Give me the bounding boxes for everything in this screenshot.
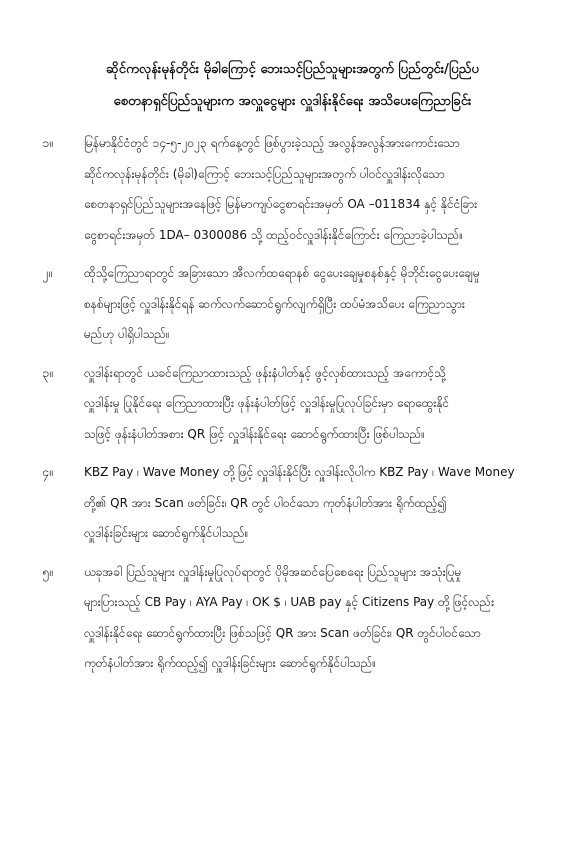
paragraph-number: ၁။ xyxy=(42,135,53,150)
paragraph-line: ယခုအခါ ပြည်သူများ လှူဒါန်းမှုပြုလုပ်ရာတွင် ပိုမိုအဆင်ပြေစေရေး ပြည်သူများ အသုံးပြုမှု xyxy=(84,564,462,579)
paragraph-line: လှူဒါန်းမှု ပြုနိုင်ရေး ကြေညာထားပြီး ဖုန်းနံပါတ်ဖြင့် လှူဒါန်းမှုပြုလုပ်ခြင်းမှာ ရောထွေးနိုင် xyxy=(84,396,450,410)
paragraph-line: တို့၏ QR အား Scan ဖတ်ခြင်း၊ QR တွင် ပါဝင်သော ကုတ်နံပါတ်အား ရိုက်ထည့်၍ xyxy=(84,495,447,510)
paragraph-line: များပြားသည့် CB Pay ၊ AYA Pay ၊ OK $ ၊ UAB pay နှင့် Citizens Pay တို့ဖြင့်လည်း xyxy=(84,595,495,609)
paragraph-body xyxy=(84,258,545,350)
paragraph-4 xyxy=(40,457,545,549)
paragraph-body xyxy=(84,128,545,250)
paragraph-line: လှူဒါန်းနိုင်ရေး ဆောင်ရွက်ထားပြီး ဖြစ်သဖြင့် QR အား Scan ဖတ်ခြင်း၊ QR တွင်ပါဝင်သော xyxy=(84,625,481,640)
paragraph-line: ကုတ်နံပါတ်အား ရိုက်ထည့်၍ လှူဒါန်းခြင်းများ ဆောင်ရွက်နိုင်ပါသည်။ xyxy=(84,656,377,670)
paragraph-line: စနစ်များဖြင့် လှူဒါန်းနိုင်ရန် ဆက်လက်ဆောင်ရွက်လျက်ရှိပြီး ထပ်မံအသိပေး ကြေညာသွား xyxy=(84,296,465,311)
title-line-2: စေတနာရှင်ပြည်သူများက အလှူငွေများ လှူဒါန်းနိုင်ရေး အသိပေးကြေညာခြင်း xyxy=(113,94,472,109)
paragraph-line: ဆိုင်ကလုန်းမုန်တိုင်း (မိုခါ)ကြောင့် ဘေးသင့်ပြည်သူများအတွက် ပါဝင်လှူဒါန်းလိုသော xyxy=(84,166,445,181)
paragraph-body xyxy=(84,557,545,679)
paragraph-2 xyxy=(40,258,545,350)
paragraph-3 xyxy=(40,358,545,450)
paragraph-line: လှူဒါန်းခြင်းများ ဆောင်ရွက်နိုင်ပါသည်။ xyxy=(84,526,249,540)
paragraph-line: လှူဒါန်းရာတွင် ယခင်ကြေညာထားသည့် ဖုန်းနံပါတ်နှင့် ဖွင့်လှစ်ထားသည့် အကောင့်သို့ xyxy=(84,365,446,380)
paragraph-number: ၅။ xyxy=(42,563,53,579)
paragraph-number: ၃။ xyxy=(42,364,53,380)
paragraph-line: KBZ Pay ၊ Wave Money တို့ဖြင့် လှူဒါန်းနိုင်ပြီး လှူဒါန်းလိုပါက KBZ Pay ၊ Wave Money xyxy=(84,465,515,479)
paragraph-1 xyxy=(40,128,545,250)
paragraph-line: မြန်မာနိုင်ငံတွင် ၁၄-၅-၂၀၂၃ ရက်နေ့တွင် ဖြစ်ပွားခဲ့သည့် အလွန်အလွန်အားကောင်းသော xyxy=(84,136,460,150)
title-line-1: ဆိုင်ကလုန်းမုန်တိုင်း မိုခါကြောင့် ဘေးသင့်ပြည်သူများအတွက် ပြည်တွင်း/ပြည်ပ xyxy=(106,62,479,77)
paragraph-line: ထိုသို့ကြေညာရာတွင် အခြားသော အီလက်ထရောနစ် ငွေပေးချေမှုစနစ်နှင့် မိုဘိုင်းငွေပေးချေမှု xyxy=(84,266,480,280)
paragraph-list xyxy=(40,128,545,679)
paragraph-number: ၄။ xyxy=(42,464,53,479)
paragraph-line: စေတနာရှင်ပြည်သူများအနေဖြင့် မြန်မာကျပ်ငွေစာရင်းအမှတ် OA –011834 နှင့် နိုင်ငံခြား xyxy=(84,197,478,211)
paragraph-body xyxy=(84,358,545,450)
announcement-title xyxy=(40,54,545,118)
paragraph-body xyxy=(84,457,545,549)
paragraph-line: မည်ဟု ပါရှိပါသည်။ xyxy=(84,327,170,341)
paragraph-number: ၂။ xyxy=(42,265,52,280)
paragraph-line: ငွေစာရင်းအမှတ် 1DA– 0300086 သို့ ထည့်ဝင်လှူဒါန်းနိုင်ကြောင်း ကြေညာခဲ့ပါသည်။ xyxy=(84,227,463,242)
paragraph-5 xyxy=(40,557,545,679)
paragraph-line: သဖြင့် ဖုန်းနံပါတ်အစား QR ဖြင့် လှူဒါန်းနိုင်ရေး ဆောင်ရွက်ထားပြီး ဖြစ်ပါသည်။ xyxy=(84,426,425,441)
